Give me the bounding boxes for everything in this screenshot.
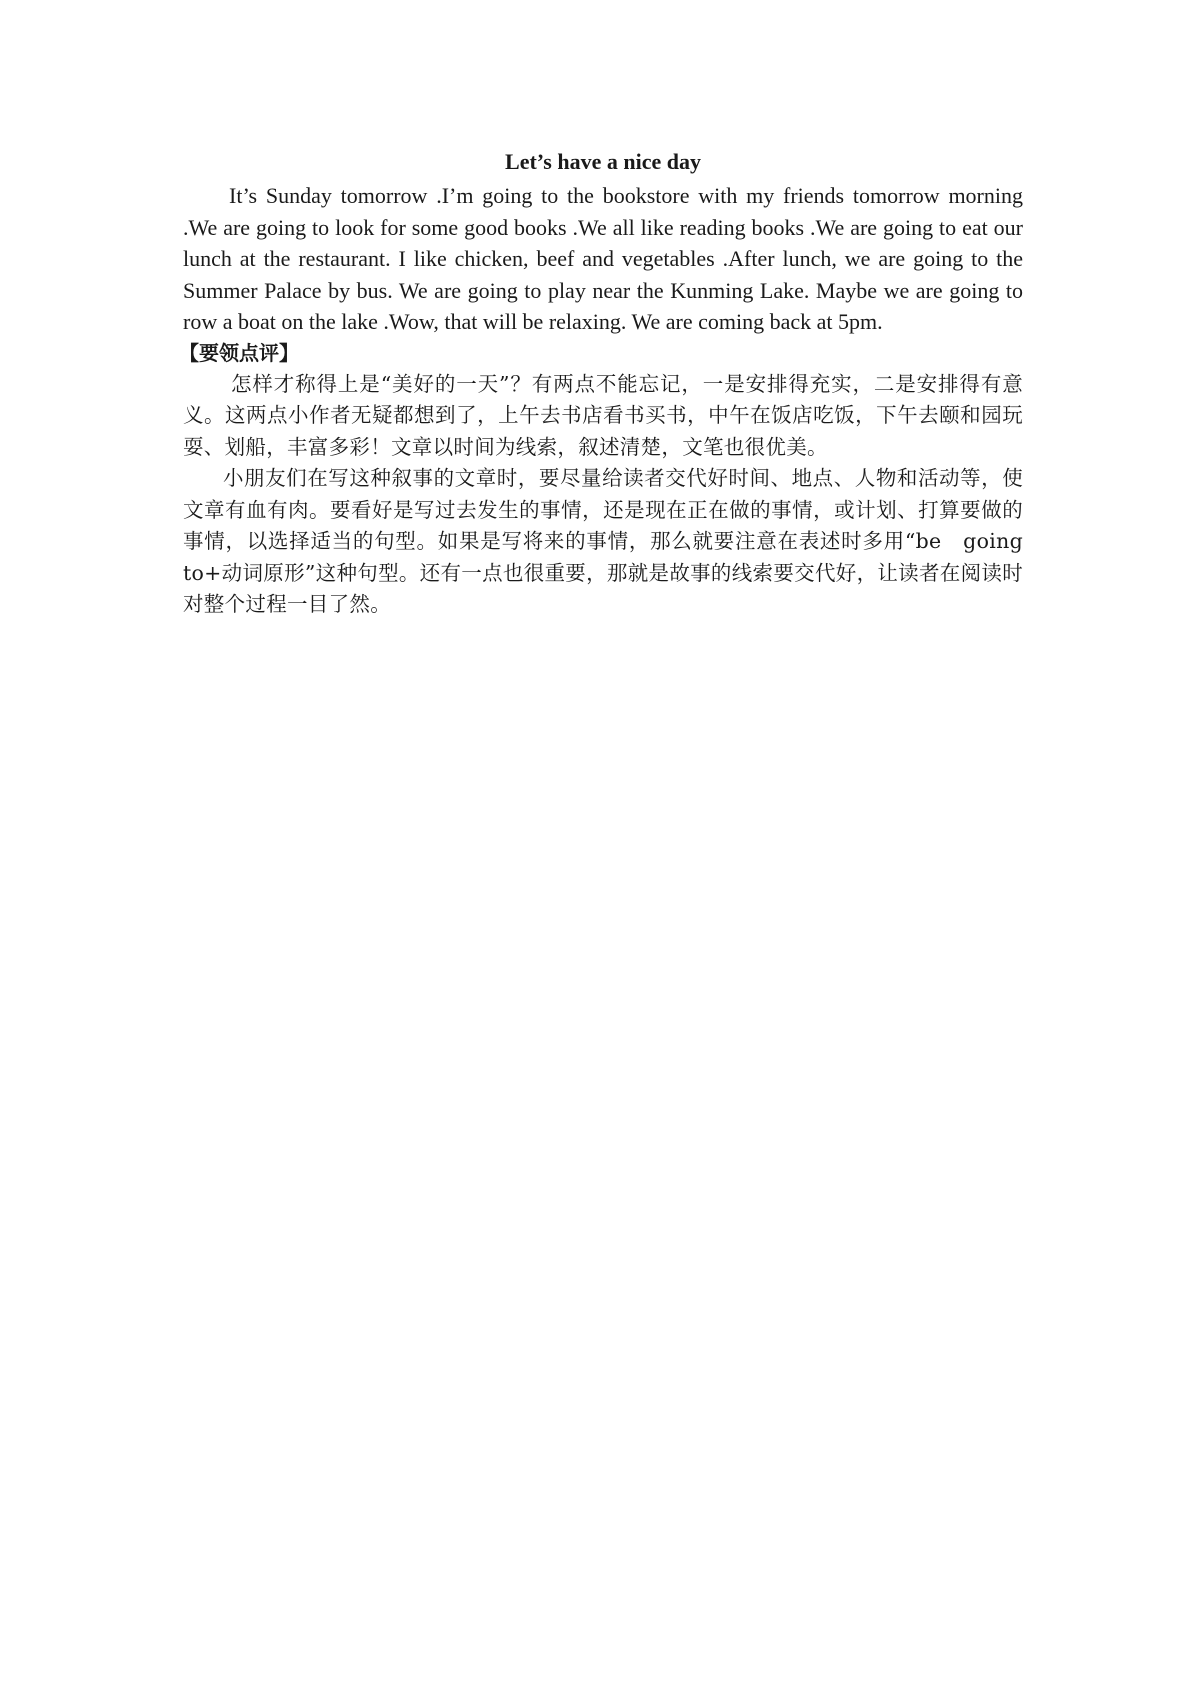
document-content (179, 146, 1044, 621)
essay-title: Let’s have a nice day (505, 149, 701, 174)
comment-paragraph: 怎样才称得上是“美好的一天”？有两点不能忘记，一是安排得充实，二是安排得有意义。这两点小作者无疑都想到了，上午去书店看书买书，中午在饭店吃饭，下午去颐和园玩耍、划船，丰富多彩！文章以时间为线索，叙述清楚，文笔也很优美。 (183, 371, 1023, 459)
comment-paragraph: 小朋友们在写这种叙事的文章时，要尽量给读者交代好时间、地点、人物和活动等，使文章有血有肉。要看好是写过去发生的事情，还是现在正在做的事情，或计划、打算要做的事情，以选择适当的句型。如果是写将来的事情，那么就要注意在表述时多用“be going to+动词原形”这种句型。还有一点也很重要，那就是故事的线索要交代好，让读者在阅读时对整个过程一目了然。 (183, 466, 1044, 616)
comment-heading: 【要领点评】 (179, 340, 299, 365)
essay-body: It’s Sunday tomorrow .I’m going to the bookstore with my friends tomorrow morning .We are going to look for some good books .We all like reading books .We are going to eat our lunch at the restaurant. I like chicken, beef and vegetables .After lunch, we are going to the Summer Palace by bus. We are going to play near the Kunming Lake. Maybe we are going to row a boat on the lake .Wow, that will be relaxing. We are coming back at 5pm. (183, 183, 1023, 334)
